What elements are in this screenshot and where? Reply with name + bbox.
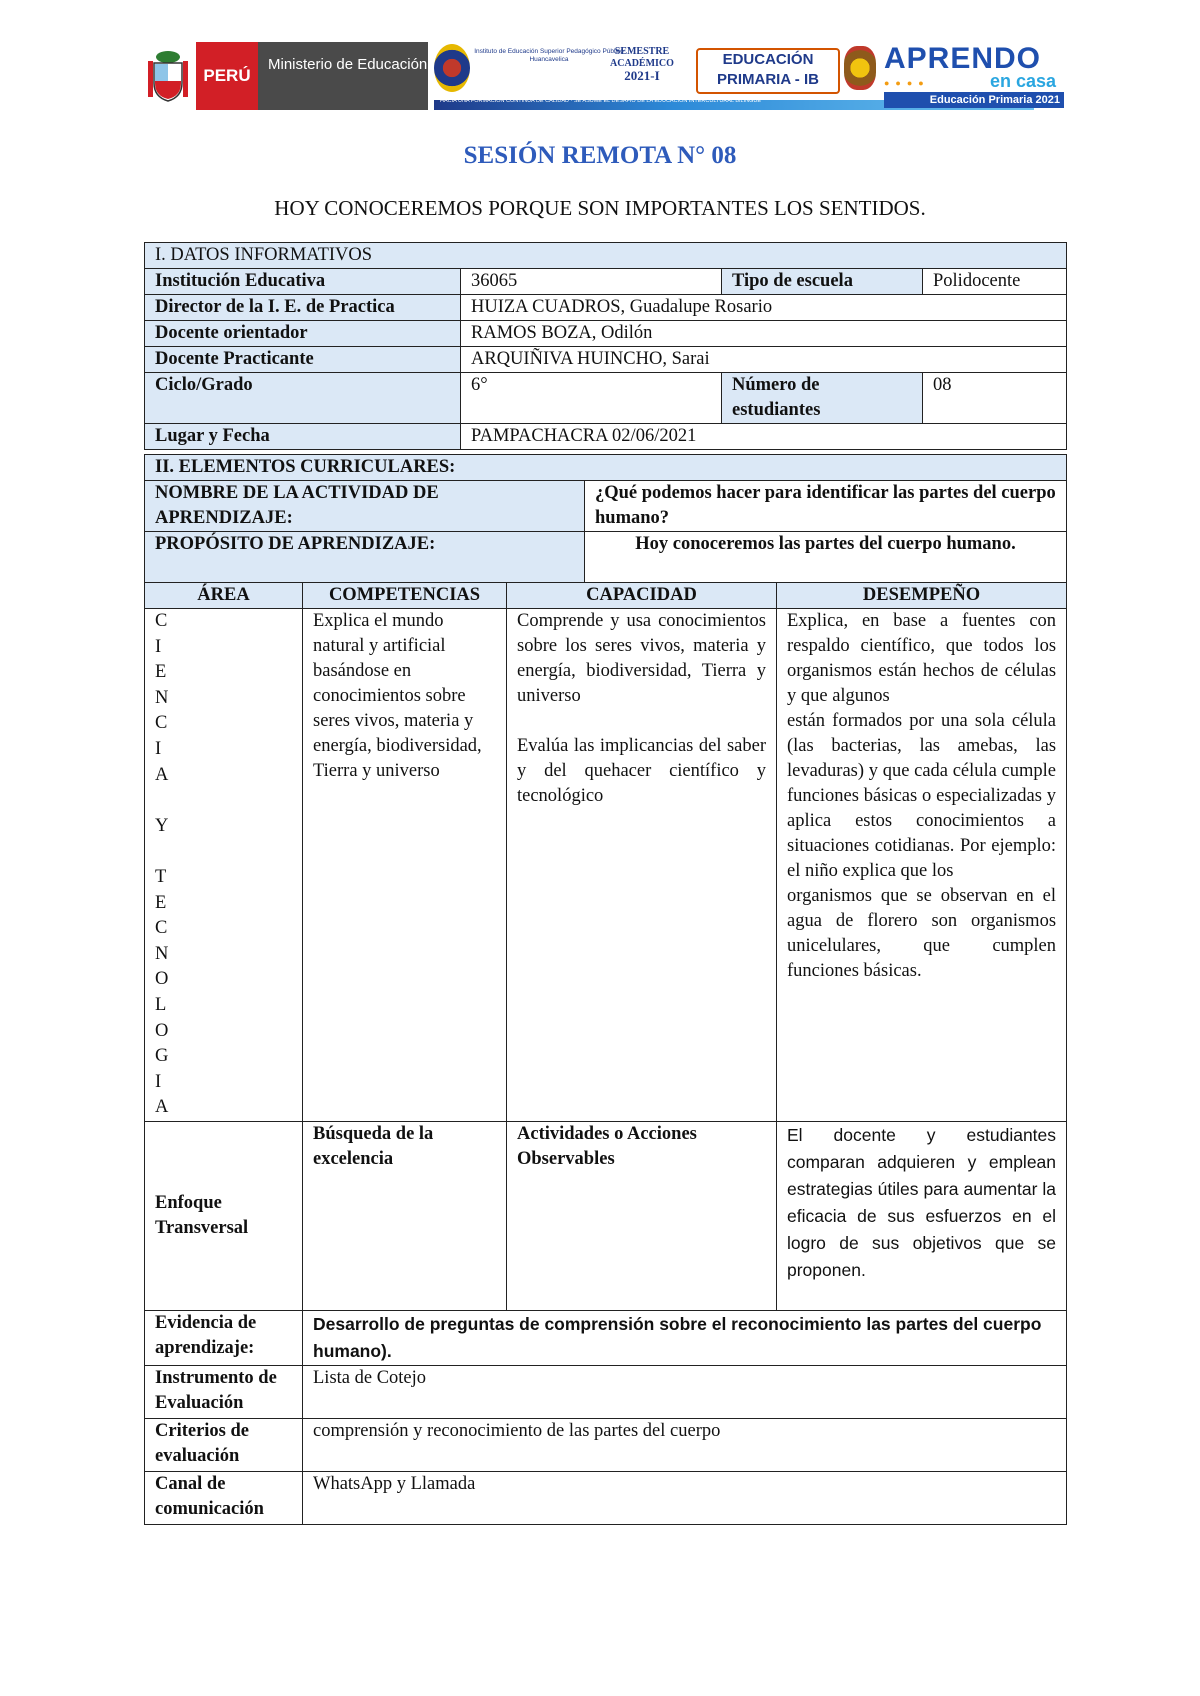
acciones-value: El docente y estudiantes comparan adquieren y emplean estrategias útiles para aumentar la eficacia de sus esfuerzos en el logro de sus objetivos que se proponen. <box>777 1122 1067 1311</box>
aprendo-line1: APRENDO <box>884 42 1042 75</box>
institute-name: Instituto de Educación Superior Pedagógico Público Huancavelica <box>474 48 624 63</box>
table-row <box>145 481 1067 532</box>
enfoque-value: Búsqueda de la excelencia <box>303 1122 507 1311</box>
capacidad-1: Comprende y usa conocimientos sobre los seres vivos, materia y energía, biodiversidad, Tierra y universo <box>517 611 766 706</box>
field-label: Número de estudiantes <box>722 373 923 424</box>
field-label: Docente orientador <box>145 321 461 347</box>
table-row <box>145 583 1067 609</box>
field-value: Polidocente <box>923 269 1067 295</box>
semestre-badge <box>602 46 682 82</box>
institute-banner <box>434 42 1068 112</box>
page-title: SESIÓN REMOTA N° 08 <box>463 142 737 169</box>
desempeno-cell <box>777 609 1067 1122</box>
edu-line2: PRIMARIA - IB <box>717 71 819 88</box>
desempeno-1: Explica, en base a fuentes con respaldo científico, que todos los organismos están hechos de células y que algunos <box>787 611 1057 706</box>
capacidad-cell <box>507 609 777 1122</box>
field-label: Lugar y Fecha <box>145 424 461 450</box>
table-row <box>145 243 1067 269</box>
institute-strip-text: HACIA UNA FORMACIÓN CONTINUA DE CALIDAD · SE ASUME EL DESAFÍO DE LA EDUCACIÓN INTERCULTURAL BILINGÜE <box>440 98 761 104</box>
proposito-value: Hoy conoceremos las partes del cuerpo humano. <box>585 532 1067 583</box>
competencia-text: Explica el mundo natural y artificial basándose en conocimientos sobre seres vivos, materia y energía, biodiversidad, Tierra y universo <box>303 609 507 1122</box>
enfoque-label: Enfoque Transversal <box>145 1122 303 1311</box>
area-vertical: C I E N C I A Y T E C N O L O G I A <box>145 609 303 1122</box>
table-row <box>145 1419 1067 1472</box>
section-heading: I. DATOS INFORMATIVOS <box>145 243 1067 269</box>
canal-value: WhatsApp y Llamada <box>303 1472 1067 1525</box>
table-row <box>145 455 1067 481</box>
column-header: DESEMPEÑO <box>777 583 1067 609</box>
elementos-curriculares-table <box>144 454 1067 1525</box>
institute-seal-icon <box>434 44 470 92</box>
field-value: PAMPACHACRA 02/06/2021 <box>461 424 1067 450</box>
table-row <box>145 609 1067 1122</box>
criterios-value: comprensión y reconocimiento de las partes del cuerpo <box>303 1419 1067 1472</box>
aprendo-en-casa-logo <box>884 44 1064 108</box>
evidencia-value: Desarrollo de preguntas de comprensión sobre el reconocimiento las partes del cuerpo humano). <box>303 1311 1067 1366</box>
table-row <box>145 295 1067 321</box>
edu-line1: EDUCACIÓN <box>722 51 814 68</box>
dots-icon: ●●●● <box>884 78 930 88</box>
instrumento-label: Instrumento de Evaluación <box>145 1366 303 1419</box>
table-row <box>145 373 1067 424</box>
page-subtitle: HOY CONOCEREMOS PORQUE SON IMPORTANTES LOS SENTIDOS. <box>274 196 926 220</box>
desempeno-2: están formados por una sola célula (las bacterias, las amebas, las levaduras) y que cada célula cumple funciones básicas o especializadas y aplica estos conocimientos a situaciones cotidianas. Por ejemplo: el niño explica que los <box>787 711 1057 881</box>
educacion-primaria-badge <box>696 48 840 94</box>
field-label: Tipo de escuela <box>722 269 923 295</box>
peru-coat-of-arms-icon <box>140 42 196 110</box>
table-row <box>145 321 1067 347</box>
field-value: 36065 <box>461 269 722 295</box>
actividad-value: ¿Qué podemos hacer para identificar las partes del cuerpo humano? <box>585 481 1067 532</box>
column-header: COMPETENCIAS <box>303 583 507 609</box>
ministerio-label: Ministerio de Educación <box>258 42 428 110</box>
table-row <box>145 1366 1067 1419</box>
field-label: Director de la I. E. de Practica <box>145 295 461 321</box>
field-value: ARQUIÑIVA HUINCHO, Sarai <box>461 347 1067 373</box>
school-crest-icon <box>844 46 876 90</box>
aprendo-line3: Educación Primaria 2021 <box>884 92 1064 108</box>
criterios-label: Criterios de evaluación <box>145 1419 303 1472</box>
peru-label: PERÚ <box>196 42 258 110</box>
canal-label: Canal de comunicación <box>145 1472 303 1525</box>
field-value: 08 <box>923 373 1067 424</box>
evidencia-label: Evidencia de aprendizaje: <box>145 1311 303 1366</box>
field-value: RAMOS BOZA, Odilón <box>461 321 1067 347</box>
field-label: Ciclo/Grado <box>145 373 461 424</box>
field-label: Institución Educativa <box>145 269 461 295</box>
table-row <box>145 1311 1067 1366</box>
table-row <box>145 1122 1067 1311</box>
field-label: Docente Practicante <box>145 347 461 373</box>
capacidad-2: Evalúa las implicancias del saber y del quehacer científico y tecnológico <box>517 736 766 806</box>
ministry-logo <box>140 42 428 110</box>
actividad-label: NOMBRE DE LA ACTIVIDAD DE APRENDIZAJE: <box>145 481 585 532</box>
proposito-label: PROPÓSITO DE APRENDIZAJE: <box>145 532 585 583</box>
section-heading: II. ELEMENTOS CURRICULARES: <box>145 455 1067 481</box>
semestre-value: 2021-I <box>624 68 660 83</box>
acciones-label: Actividades o Acciones Observables <box>507 1122 777 1311</box>
table-row <box>145 269 1067 295</box>
datos-informativos-table <box>144 242 1067 450</box>
table-row <box>145 1472 1067 1525</box>
column-header: CAPACIDAD <box>507 583 777 609</box>
table-row <box>145 347 1067 373</box>
field-value: 6° <box>461 373 722 424</box>
field-value: HUIZA CUADROS, Guadalupe Rosario <box>461 295 1067 321</box>
table-row <box>145 532 1067 583</box>
table-row <box>145 424 1067 450</box>
desempeno-3: organismos que se observan en el agua de florero son organismos unicelulares, que cumplen funciones básicas. <box>787 886 1057 981</box>
semestre-sub: ACADÉMICO <box>610 58 674 69</box>
semestre-label: SEMESTRE <box>614 46 670 57</box>
aprendo-line2: en casa <box>989 71 1056 91</box>
instrumento-value: Lista de Cotejo <box>303 1366 1067 1419</box>
column-header: ÁREA <box>145 583 303 609</box>
